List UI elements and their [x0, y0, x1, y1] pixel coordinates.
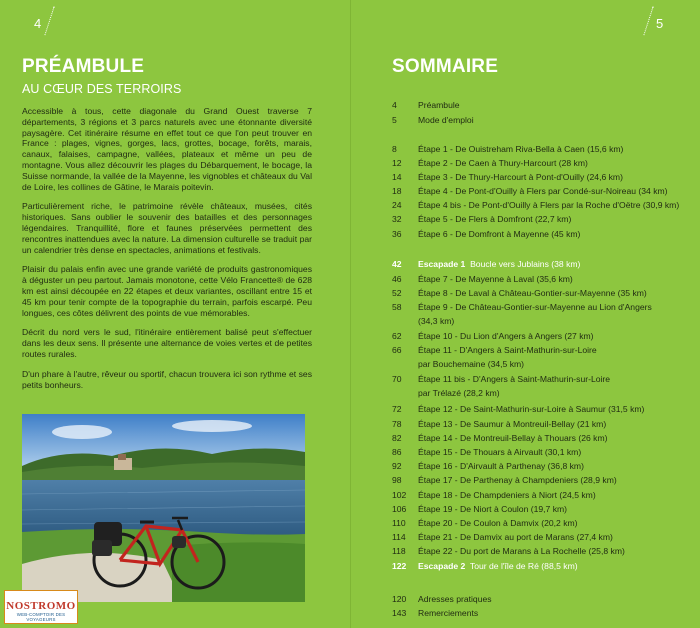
- sommaire-section: [392, 56, 692, 78]
- toc-page-number: 8: [392, 144, 397, 154]
- toc-page-number: 18: [392, 186, 402, 196]
- page-gutter: [350, 0, 351, 628]
- toc-entry-text: Étape 19 - De Niort à Coulon (19,7 km): [418, 504, 568, 514]
- toc-page-number: 78: [392, 419, 402, 429]
- toc-entry-text: Étape 15 - De Thouars à Airvault (30,1 km): [418, 447, 582, 457]
- toc-entry-text: [418, 561, 696, 572]
- toc-entry-text: Étape 9 - De Château-Gontier-sur-Mayenne au Lion d'Angers: [418, 302, 652, 312]
- toc-page-number: 70: [392, 374, 402, 384]
- toc-escapade-label: Escapade 1: [418, 259, 466, 269]
- logo-name: NOSTROMO: [6, 600, 76, 612]
- toc-page-number: 36: [392, 229, 402, 239]
- toc-page-number: 46: [392, 274, 402, 284]
- toc-entry-text: Étape 11 - D'Angers à Saint-Mathurin-sur-Loire: [418, 345, 597, 355]
- toc-escapade-label: Escapade 2: [418, 561, 466, 571]
- toc-page-number: 110: [392, 518, 406, 528]
- toc-page-number: 143: [392, 608, 407, 618]
- toc-entry-text: Adresses pratiques: [418, 594, 492, 604]
- toc-page-number: 122: [392, 561, 407, 571]
- toc-page-number: 32: [392, 214, 402, 224]
- toc-entry-text: Étape 7 - De Mayenne à Laval (35,6 km): [418, 274, 573, 284]
- page-number-slash: [643, 6, 654, 35]
- toc-entry-text: par Bouchemaine (34,5 km): [418, 359, 525, 369]
- preambule-paragraph: Décrit du nord vers le sud, l'itinéraire entièrement balisé peut s'effectuer dans les deux sens. Il présente une alternance de voies vertes et de petites routes rurales.: [22, 327, 312, 359]
- toc-entry-text: Étape 4 bis - De Pont-d'Ouilly à Flers par la Roche d'Oëtre (30,9 km): [418, 200, 680, 210]
- toc-page-number: 58: [392, 302, 402, 312]
- toc-page-number: 52: [392, 288, 402, 298]
- toc-page-number: 102: [392, 490, 407, 500]
- toc-entry-text: Étape 2 - De Caen à Thury-Harcourt (28 km): [418, 158, 588, 168]
- toc-entry-text: Étape 10 - Du Lion d'Angers à Angers (27 km): [418, 331, 594, 341]
- right-page-number: 5: [656, 16, 664, 31]
- toc-entry-text: Mode d'emploi: [418, 115, 474, 125]
- toc-page-number: 42: [392, 259, 402, 269]
- toc-entry-text: Étape 6 - De Domfront à Mayenne (45 km): [418, 229, 581, 239]
- toc-page-number: 14: [392, 172, 402, 182]
- toc-page-number: 98: [392, 475, 402, 485]
- bicycle-lake-photo: [22, 414, 305, 602]
- toc-entry-text: Remerciements: [418, 608, 479, 618]
- toc-entry-text: Étape 17 - De Parthenay à Champdeniers (28,9 km): [418, 475, 617, 485]
- toc-page-number: 118: [392, 546, 406, 556]
- toc-entry-text: Étape 5 - De Flers à Domfront (22,7 km): [418, 214, 572, 224]
- toc-page-number: 62: [392, 331, 402, 341]
- toc-entry-text: Étape 4 - De Pont-d'Ouilly à Flers par Condé-sur-Noireau (34 km): [418, 186, 668, 196]
- toc-page-number: 5: [392, 115, 397, 125]
- left-page-number: 4: [34, 16, 42, 31]
- logo-tagline: WEB-COMPTOIR DES VOYAGEURS: [16, 612, 66, 622]
- toc-page-number: 82: [392, 433, 402, 443]
- toc-entry-text: Étape 20 - De Coulon à Damvix (20,2 km): [418, 518, 578, 528]
- preambule-section: [22, 56, 312, 399]
- toc-page-number: 12: [392, 158, 402, 168]
- toc-entry-text: Étape 13 - De Saumur à Montreuil-Bellay (21 km): [418, 419, 607, 429]
- toc-page-number: 106: [392, 504, 407, 514]
- toc-entry-text: Étape 21 - De Damvix au port de Marans (27,4 km): [418, 532, 613, 542]
- toc-page-number: 72: [392, 404, 402, 414]
- preambule-paragraph: Particulièrement riche, le patrimoine révèle châteaux, musées, cités historiques. Sans oublier le souvenir des batailles et des personnages légendaires. Tranquillité, flore et faunes préservées permettent des rencontres inattendues avec la nature. La dimension culturelle se traduit par un calendrier très dense en spectacles, animations et festivals.: [22, 201, 312, 255]
- toc-page-number: 92: [392, 461, 402, 471]
- toc-entry-text: Préambule: [418, 100, 460, 110]
- toc-entry-text: [418, 259, 696, 270]
- toc-entry-text: Étape 11 bis - D'Angers à Saint-Mathurin-sur-Loire: [418, 374, 611, 384]
- toc-escapade-text: Tour de l'île de Ré (88,5 km): [465, 561, 578, 571]
- toc-entry-text: par Trélazé (28,2 km): [418, 388, 500, 398]
- toc-entry-text: Étape 12 - De Saint-Mathurin-sur-Loire à Saumur (31,5 km): [418, 404, 645, 414]
- preambule-paragraph: D'un phare à l'autre, rêveur ou sportif, chacun trouvera ici son rythme et ses petits bonheurs.: [22, 368, 312, 390]
- toc-page-number: 120: [392, 594, 407, 604]
- toc-entry-text: Étape 8 - De Laval à Château-Gontier-sur-Mayenne (35 km): [418, 288, 647, 298]
- toc-page-number: 24: [392, 200, 402, 210]
- preambule-paragraph: Accessible à tous, cette diagonale du Grand Ouest traverse 7 départements, 3 régions et 3 parcs naturels avec une étonnante diversité paysagère. Cet itinéraire résume en effet tout ce que l'on peut trouver en France : plages, vignes, gorges, lacs, grottes, bocage, forêts, marais, canaux, falaises, campagne, vallées, plateaux et même un peu de montagne. Vous allez découvrir les plages du Débarquement, le bocage, la Suisse normande, la vallée de la Mayenne, les vignobles et châteaux du Val de Loire, les collines de Gâtine, le Marais poitevin.: [22, 106, 312, 192]
- toc-entry-text: Étape 1 - De Ouistreham Riva-Bella à Caen (15,6 km): [418, 144, 624, 154]
- toc-page-number: 66: [392, 345, 402, 355]
- preambule-subtitle: AU CŒUR DES TERROIRS: [22, 82, 182, 96]
- toc-entry-text: Étape 3 - De Thury-Harcourt à Pont-d'Ouilly (24,6 km): [418, 172, 623, 182]
- toc-page-number: 114: [392, 532, 406, 542]
- toc-entry-text: Étape 16 - D'Airvault à Parthenay (36,8 km): [418, 461, 584, 471]
- toc-escapade-text: Boucle vers Jublains (38 km): [465, 259, 581, 269]
- toc-entry-text: Étape 18 - De Champdeniers à Niort (24,5 km): [418, 490, 596, 500]
- preambule-title: PRÉAMBULE: [22, 56, 145, 77]
- toc-entry-text: (34,3 km): [418, 316, 455, 326]
- toc-entry-text: Étape 14 - De Montreuil-Bellay à Thouars (26 km): [418, 433, 608, 443]
- toc-page-number: 86: [392, 447, 402, 457]
- toc-page-number: 4: [392, 100, 397, 110]
- nostromo-logo: [4, 590, 78, 624]
- toc-entry-text: Étape 22 - Du port de Marans à La Rochelle (25,8 km): [418, 546, 625, 556]
- preambule-paragraph: Plaisir du palais enfin avec une grande variété de produits gastronomiques à déguster un peu partout. Jamais monotone, cette Vélo Francette® de 628 km est ainsi découpée en 22 étapes et deux variantes, oscillant entre 15 et 45 km pour tenir compte de la topographie du terrain, parfois escarpé. Peu longues, ces côtes délivrent des points de vue mémorables.: [22, 264, 312, 318]
- sommaire-title: SOMMAIRE: [392, 56, 499, 77]
- page-number-slash: [44, 6, 55, 35]
